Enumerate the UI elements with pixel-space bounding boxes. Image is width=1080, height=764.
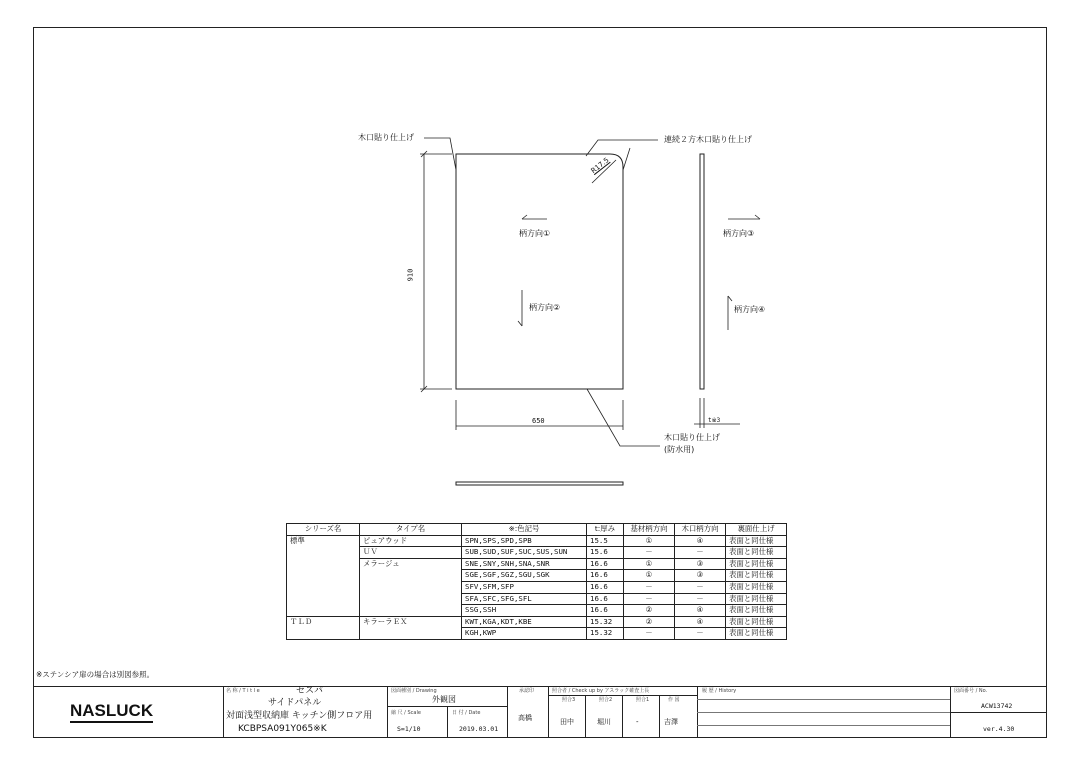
table-cell: 表面と同仕様 xyxy=(726,616,787,628)
table-row xyxy=(287,535,787,547)
approver-caption: 承認印 xyxy=(519,688,535,694)
approver-value: 高橋 xyxy=(518,714,532,722)
table-header: タイプ名 xyxy=(360,524,462,536)
table-cell: ＴＬＤ xyxy=(287,616,360,628)
table-cell: 15.32 xyxy=(587,628,624,640)
table-cell: SNE,SNY,SNH,SNA,SNR xyxy=(462,558,587,570)
check-sub-1: 照合1 xyxy=(636,697,650,703)
table-cell: ＵＶ xyxy=(360,547,462,559)
table-cell: 表面と同仕様 xyxy=(726,581,787,593)
table-cell: ④ xyxy=(675,535,726,547)
table-cell: － xyxy=(624,593,675,605)
table-cell: － xyxy=(624,628,675,640)
title-caption: 名 称 / T i t l e xyxy=(226,688,260,694)
table-cell: － xyxy=(624,547,675,559)
table-header: 木口柄方向 xyxy=(675,524,726,536)
table-row xyxy=(287,616,787,628)
table-cell xyxy=(360,605,462,617)
panel-front-outline xyxy=(456,154,623,389)
table-cell: SUB,SUD,SUF,SUC,SUS,SUN xyxy=(462,547,587,559)
table-cell: － xyxy=(675,547,726,559)
label-dir2: 柄方向② xyxy=(529,303,561,312)
table-header: シリーズ名 xyxy=(287,524,360,536)
table-cell: KWT,KGA,KDT,KBE xyxy=(462,616,587,628)
drawing-type-value: 外観図 xyxy=(432,695,456,704)
table-row xyxy=(287,628,787,640)
table-cell xyxy=(360,593,462,605)
table-cell: 表面と同仕様 xyxy=(726,558,787,570)
label-bousui: (防水用) xyxy=(664,445,695,454)
table-cell: 表面と同仕様 xyxy=(726,605,787,617)
nasluck-logo: NASLUCK xyxy=(70,701,153,723)
table-cell: ③ xyxy=(675,570,726,582)
label-height: 910 xyxy=(406,268,415,282)
table-cell xyxy=(287,628,360,640)
table-row xyxy=(287,570,787,582)
table-cell: 16.6 xyxy=(587,581,624,593)
table-row xyxy=(287,581,787,593)
series-table xyxy=(286,523,787,640)
table-cell: － xyxy=(675,581,726,593)
label-kiguchi-top: 木口貼り仕上げ xyxy=(358,133,414,142)
table-cell: 表面と同仕様 xyxy=(726,628,787,640)
check-value-2: 堀川 xyxy=(597,718,611,726)
table-header: 裏面仕上げ xyxy=(726,524,787,536)
history-caption: 履 歴 / History xyxy=(702,688,737,694)
drawing-number-value: ACW13742 xyxy=(981,702,1013,710)
check-value-1: - xyxy=(636,718,639,726)
table-cell: 表面と同仕様 xyxy=(726,535,787,547)
version-value: ver.4.30 xyxy=(983,725,1015,733)
grain-arrow-4 xyxy=(728,296,732,330)
table-cell: ① xyxy=(624,558,675,570)
table-cell: 16.6 xyxy=(587,605,624,617)
table-cell: ② xyxy=(624,605,675,617)
panel-side-outline xyxy=(700,154,704,389)
drawing-number-caption: 図面番号 / No. xyxy=(954,688,988,694)
panel-top-outline xyxy=(456,482,623,485)
label-width: 650 xyxy=(532,417,545,425)
table-cell: KGH,KWP xyxy=(462,628,587,640)
table-cell: 15.6 xyxy=(587,547,624,559)
table-cell xyxy=(287,581,360,593)
table-header: ※:色記号 xyxy=(462,524,587,536)
table-cell: 16.6 xyxy=(587,593,624,605)
scale-value: S=1/10 xyxy=(397,725,421,733)
table-cell: 表面と同仕様 xyxy=(726,593,787,605)
table-cell: SFV,SFM,SFP xyxy=(462,581,587,593)
table-cell: SGE,SGF,SGZ,SGU,SGK xyxy=(462,570,587,582)
table-cell: 16.6 xyxy=(587,558,624,570)
table-cell xyxy=(360,581,462,593)
table-cell: SPN,SPS,SPD,SPB xyxy=(462,535,587,547)
date-value: 2019.03.01 xyxy=(459,725,499,733)
note-stencia: ※ステンシア扉の場合は別図参照。 xyxy=(36,670,155,679)
table-header: t:厚み xyxy=(587,524,624,536)
check-sub-3: 照合3 xyxy=(562,697,576,703)
grain-arrow-2 xyxy=(518,290,522,326)
table-row xyxy=(287,593,787,605)
table-cell xyxy=(287,593,360,605)
table-cell: － xyxy=(624,581,675,593)
label-dir1: 柄方向① xyxy=(519,229,551,238)
title-part-number: KCBPSA091Y065※K xyxy=(238,724,327,734)
table-cell: 15.32 xyxy=(587,616,624,628)
table-cell: 15.5 xyxy=(587,535,624,547)
grain-arrow-1 xyxy=(522,215,547,219)
leader-kiguchi-bottom xyxy=(587,389,660,446)
check-caption: 照合者 / Check up by アスラック確査上長 xyxy=(552,688,650,694)
table-cell xyxy=(287,558,360,570)
table-cell: メラージュ xyxy=(360,558,462,570)
table-cell: SSG,SSH xyxy=(462,605,587,617)
table-cell: ③ xyxy=(675,558,726,570)
table-cell xyxy=(287,570,360,582)
scale-caption: 縮 尺 / Scale xyxy=(391,710,421,716)
table-cell xyxy=(287,605,360,617)
drawing-type-caption: 図面種別 / Drawing xyxy=(391,688,437,694)
table-cell: ピュアウッド xyxy=(360,535,462,547)
table-cell: ④ xyxy=(675,605,726,617)
table-cell: キラーラＥＸ xyxy=(360,616,462,628)
table-cell xyxy=(360,628,462,640)
check-sub-drafter: 作 図 xyxy=(668,697,680,703)
table-cell: ② xyxy=(624,616,675,628)
title-product: サイドパネル xyxy=(268,698,322,708)
title-description: 対面浅型収納庫 キッチン側フロア用 xyxy=(226,711,373,721)
label-dir4: 柄方向④ xyxy=(734,305,766,314)
table-cell: ④ xyxy=(675,616,726,628)
table-row xyxy=(287,605,787,617)
table-cell: － xyxy=(675,593,726,605)
table-header: 基材柄方向 xyxy=(624,524,675,536)
table-cell: 表面と同仕様 xyxy=(726,547,787,559)
check-value-3: 田中 xyxy=(560,718,574,726)
check-value-drafter: 吉澤 xyxy=(664,718,678,726)
grain-arrow-3 xyxy=(728,215,760,219)
table-row xyxy=(287,547,787,559)
height-dimension xyxy=(420,151,452,392)
table-cell: ① xyxy=(624,535,675,547)
label-kiguchi-bottom: 木口貼り仕上げ xyxy=(664,433,720,442)
table-cell: 16.6 xyxy=(587,570,624,582)
label-thickness: t※3 xyxy=(708,417,721,424)
check-sub-2: 照合2 xyxy=(599,697,613,703)
table-cell xyxy=(360,570,462,582)
title-block xyxy=(33,686,1047,738)
table-row xyxy=(287,558,787,570)
date-caption: 日 付 / Date xyxy=(452,710,481,716)
table-cell: ① xyxy=(624,570,675,582)
table-header-row xyxy=(287,524,787,536)
label-dir3: 柄方向③ xyxy=(723,229,755,238)
table-cell xyxy=(287,547,360,559)
table-cell: 表面と同仕様 xyxy=(726,570,787,582)
table-cell: 標準 xyxy=(287,535,360,547)
table-cell: － xyxy=(675,628,726,640)
label-radius: R17.5 xyxy=(589,156,611,176)
label-renzoku: 連続２方木口貼り仕上げ xyxy=(664,135,752,144)
title-series: セスパ xyxy=(296,686,324,696)
table-cell: SFA,SFC,SFG,SFL xyxy=(462,593,587,605)
